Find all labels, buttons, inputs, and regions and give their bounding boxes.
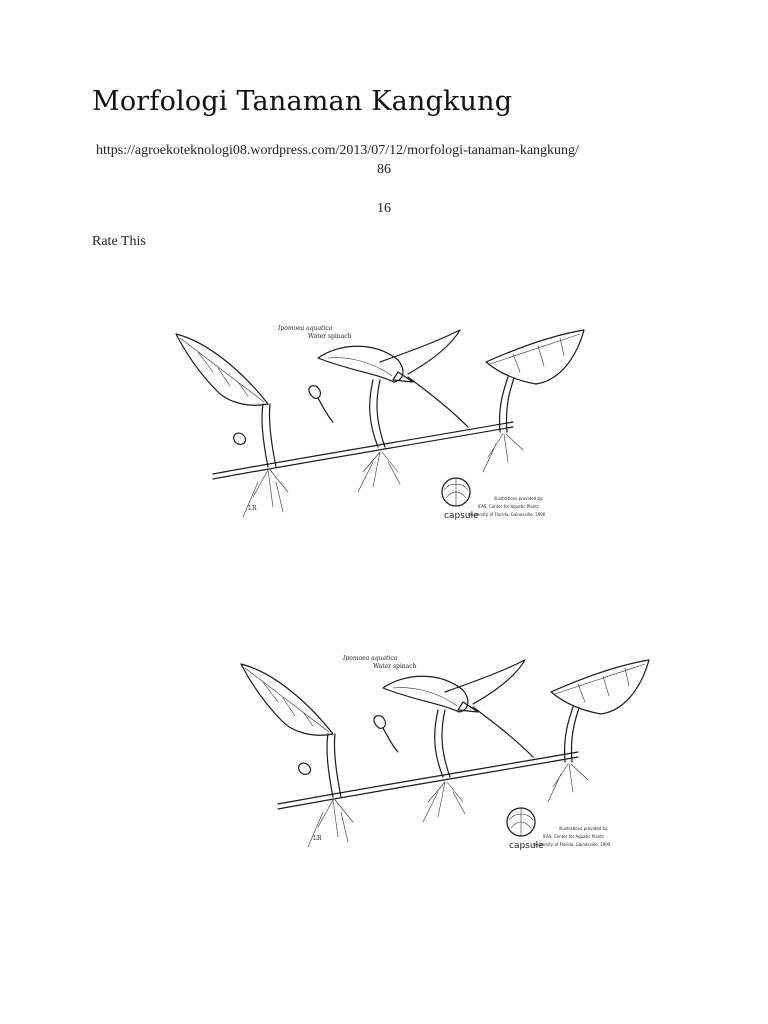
credit-line-1: illustrations provided by:: [494, 496, 544, 501]
water-spinach-illustration: [168, 322, 598, 534]
common-name-label: Water spinach: [373, 663, 417, 670]
rate-this-label[interactable]: Rate This: [92, 234, 146, 249]
capsule-label: capsule: [509, 841, 544, 851]
species-label: Ipomoea aquatica: [278, 325, 333, 332]
credit-line-1: illustrations provided by:: [559, 826, 609, 831]
artist-initials: LR: [313, 835, 322, 842]
species-label: Ipomoea aquatica: [343, 655, 398, 662]
source-url[interactable]: https://agroekoteknologi08.wordpress.com/2013/07/12/morfologi-tanaman-kangkung/: [96, 143, 579, 158]
credit-line-3: University of Florida, Gainesville, 1990: [533, 842, 611, 847]
count-a: 86: [377, 162, 391, 177]
common-name-label: Water spinach: [308, 333, 352, 340]
credit-line-2: IFAS, Center for Aquatic Plants: [478, 504, 539, 509]
page-title: Morfologi Tanaman Kangkung: [92, 86, 513, 117]
water-spinach-illustration: [228, 652, 668, 864]
capsule-label: capsule: [444, 511, 479, 521]
credit-line-3: University of Florida, Gainesville, 1990: [468, 512, 546, 517]
count-b: 16: [377, 201, 391, 216]
plant-drawing: [228, 652, 668, 864]
plant-drawing: [168, 322, 598, 534]
credit-line-2: IFAS, Center for Aquatic Plants: [543, 834, 604, 839]
artist-initials: LR: [248, 505, 257, 512]
